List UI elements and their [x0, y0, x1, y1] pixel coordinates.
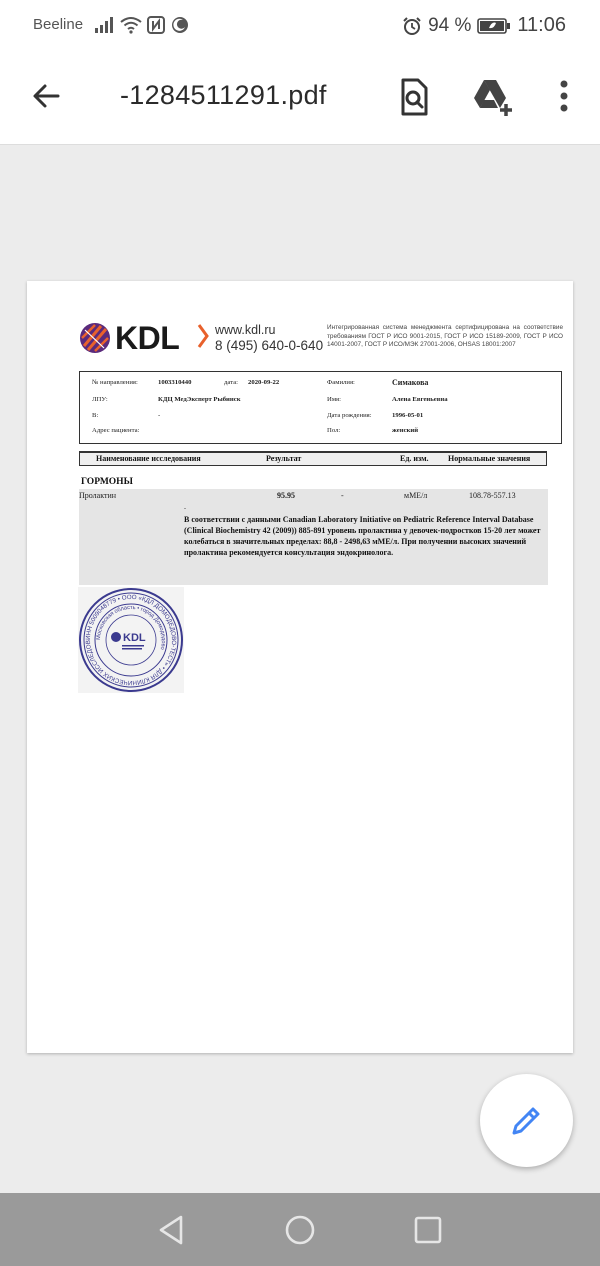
chevron-right-icon [197, 323, 209, 349]
pdf-page[interactable] [27, 281, 573, 1053]
do-not-disturb-icon [170, 15, 190, 35]
sex-label: Пол: [327, 427, 341, 434]
kdl-logo [79, 319, 189, 359]
result-flag: - [341, 491, 344, 500]
lpu-value: КДЦ МедЭксперт Рыбинск [158, 396, 241, 403]
more-options-button[interactable] [550, 76, 578, 118]
kdl-logo-text: KDL [115, 320, 180, 356]
surname-value: Симакова [392, 378, 429, 387]
header-unit: Ед. изм. [400, 454, 429, 463]
date-value: 2020-09-22 [248, 379, 280, 386]
nav-recents-icon[interactable] [411, 1213, 445, 1247]
nav-home-icon[interactable] [283, 1213, 317, 1247]
header-result: Результат [266, 454, 302, 463]
surname-label: Фамилия: [327, 379, 355, 386]
app-bar [0, 52, 600, 145]
edit-pencil-icon [508, 1102, 545, 1139]
company-website: www.kdl.ru [215, 323, 276, 337]
carrier-name: Beeline [33, 16, 84, 33]
patient-info-box [79, 371, 562, 444]
back-button[interactable] [28, 76, 68, 116]
status-icons [95, 14, 190, 36]
nav-back-icon[interactable] [155, 1213, 189, 1247]
document-title: -1284511291.pdf [120, 80, 327, 110]
add-to-drive-icon [470, 76, 514, 118]
status-bar [0, 0, 600, 52]
svg-text:Московская область • город Дом: Московская область • город Домодедово [95, 604, 167, 651]
test-name: Пролактин [79, 491, 117, 500]
test-unit: мМЕ/л [404, 491, 428, 500]
find-in-document-icon [394, 76, 434, 118]
date-label: дата: [224, 379, 239, 386]
sex-value: женский [392, 427, 419, 434]
doctor-value: - [158, 412, 161, 419]
name-value: Алена Евгеньевна [392, 396, 448, 403]
nfc-icon [147, 16, 165, 34]
svg-text:ИНН 5009048779 • ООО «КДЛ ДОМО: ИНН 5009048779 • ООО «КДЛ ДОМОДЕДОВО-ТЕСТ» • ДЛЯ КЛИНИЧЕСКИХ ИССЛЕДОВ [84, 593, 178, 687]
referral-label: № направления: [92, 379, 138, 386]
result-row-area [79, 489, 548, 585]
back-arrow-icon [28, 76, 68, 116]
system-nav-bar [0, 1193, 600, 1266]
name-label: Имя: [327, 396, 341, 403]
lpu-label: ЛПУ: [92, 396, 108, 403]
kdl-logo-mark-icon [79, 322, 111, 354]
wifi-icon [120, 16, 142, 34]
address-label: Адрес пациента: [92, 427, 140, 434]
edit-fab-button[interactable] [480, 1074, 573, 1167]
more-vert-icon [550, 76, 578, 118]
birth-date-label: Дата рождения: [327, 412, 372, 419]
clock: 11:06 [517, 14, 566, 36]
svg-text:KDL: KDL [123, 632, 146, 644]
certification-text: Интегрированная система менеджмента сертифицирована на соответствие требованиям ГОСТ Р ИСО 9001-2015, ГОСТ Р ИСО 15189-2009, ГОСТ Р ИСО 14001-2007, ГОСТ Р ИСО/МЭК 27001-2006, OHSAS 18001:2007 [327, 324, 563, 349]
test-result: 95.95 [277, 491, 295, 500]
section-title: ГОРМОНЫ [81, 477, 133, 487]
organization-stamp [78, 587, 184, 693]
company-phone: 8 (495) 640-0-640 [215, 338, 324, 353]
battery-icon [477, 18, 511, 34]
referral-value: 1003310440 [158, 379, 192, 386]
alarm-icon [402, 16, 422, 36]
status-right [402, 14, 566, 37]
doctor-label: В: [92, 412, 99, 419]
battery-percent: 94 % [428, 14, 472, 36]
result-comment: В соответствии с данными Canadian Laboratory Initiative on Pediatric Reference Interval Database (Clinical Biochemistry 42 (2009)) 885-891 уровень пролактина у девочек-подростков 15-20 лет может колебаться в значительных пределах: 88,8 - 2498,63 мМЕ/л. При получении высоких значений пролактина рекомендуется консультация эндокринолога. [184, 515, 541, 557]
header-test-name: Наименование исследования [96, 454, 201, 463]
header-normal-range: Нормальные значения [448, 454, 531, 463]
comment-dot: . [184, 502, 186, 511]
birth-date-value: 1996-05-01 [392, 412, 424, 419]
add-to-drive-button[interactable] [470, 76, 514, 118]
test-normal-range: 108.78-557.13 [469, 491, 516, 500]
results-table-header [79, 451, 547, 466]
find-in-document-button[interactable] [394, 76, 434, 118]
signal-icon [95, 17, 115, 33]
stamp-seal-icon [78, 587, 184, 693]
